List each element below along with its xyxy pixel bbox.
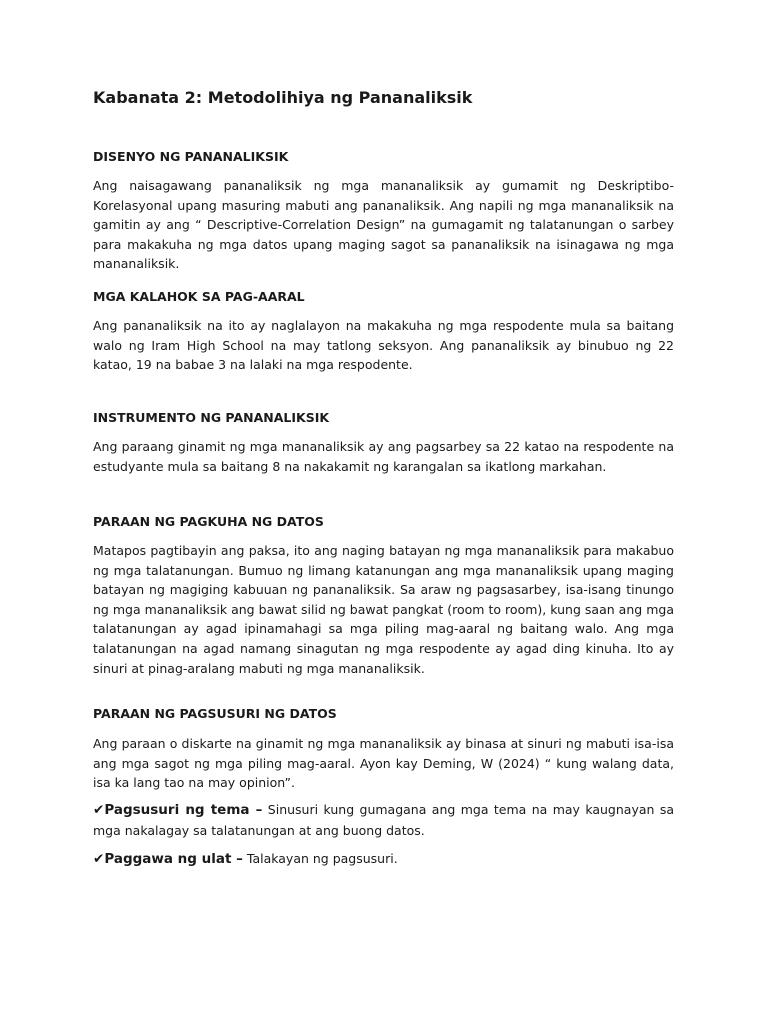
section-heading-instrumento: INSTRUMENTO NG PANANALIKSIK: [93, 410, 330, 425]
section-heading-pagkuha: PARAAN NG PAGKUHA NG DATOS: [93, 514, 324, 529]
checkmark-icon: ✔: [93, 851, 105, 867]
bullet-paggawa-ng-ulat: [93, 849, 674, 870]
chapter-title: [93, 87, 472, 109]
section-heading-pagsusuri: PARAAN NG PAGSUSURI NG DATOS: [93, 706, 337, 721]
section-body-kalahok: Ang pananaliksik na ito ay naglalayon na makakuha ng mga respodente mula sa baitang walo ng Iram High School na may tatlong seksyon. Ang pananaliksik ay binubuo ng 22 katao, 19 na babae 3 na lalaki na mga respodente.: [93, 318, 674, 373]
bullet-label: Pagsusuri ng tema –: [104, 802, 263, 818]
chapter-name: Metodolihiya ng Pananaliksik: [207, 88, 473, 107]
section-body-pagsusuri: Ang paraan o diskarte na ginamit ng mga mananaliksik ay binasa at sinuri ng mabuti isa-isa ang mga sagot ng mga piling mag-aaral. Ayon kay Deming, W (2024) “ kung walang data, isa ka lang tao na may opinion”.: [93, 736, 674, 791]
bullet-label: Paggawa ng ulat –: [104, 851, 243, 867]
checkmark-icon: ✔: [93, 802, 105, 818]
bullet-pagsusuri-ng-tema: [93, 800, 674, 840]
section-body-disenyo: Ang naisagawang pananaliksik ng mga mananaliksik ay gumamit ng Deskriptibo-Korelasyonal upang masuring mabuti ang pananaliksik. Ang napili ng mga mananaliksik na gamitin ay ang “ Descriptive-Correlation Design” na gumagamit ng talatanungan o sarbey para makakuha ng mga datos upang maging sagot sa pananaliksik na isinagawa ng mga mananaliksik.: [93, 178, 674, 272]
bullet-text: Sinusuri kung gumagana ang mga tema na may kaugnayan sa mga nakalagay sa talatanungan at ang buong datos.: [93, 802, 674, 838]
section-heading-kalahok: MGA KALAHOK SA PAG-AARAL: [93, 289, 305, 304]
bullet-text: Talakayan ng pagsusuri.: [242, 851, 398, 866]
section-heading-disenyo: DISENYO NG PANANALIKSIK: [93, 149, 289, 164]
section-body-pagkuha: Matapos pagtibayin ang paksa, ito ang naging batayan ng mga mananaliksik para makabuo ng mga talatanungan. Bumuo ng limang katanungan ang mga mananaliksik upang maging batayan ng magiging kabuuan ng pananaliksik. Sa araw ng pagsasarbey, isa-isang tinungo ng mga mananaliksik ang bawat silid ng bawat pangkat (room to room), kung saan ang mga talatanungan ay agad ipinamahagi sa mga piling mag-aaral ng baitang walo. Ang mga talatanungan na agad namang sinagutan ng mga respodente ay agad ding kinuha. Ito ay sinuri at pinag-aralang mabuti ng mga mananaliksik.: [93, 543, 674, 676]
section-body-instrumento: Ang paraang ginamit ng mga mananaliksik ay ang pagsarbey sa 22 katao na respodente na estudyante mula sa baitang 8 na nakakamit ng karangalan sa ikatlong markahan.: [93, 439, 674, 474]
chapter-label: Kabanata 2:: [93, 88, 203, 107]
